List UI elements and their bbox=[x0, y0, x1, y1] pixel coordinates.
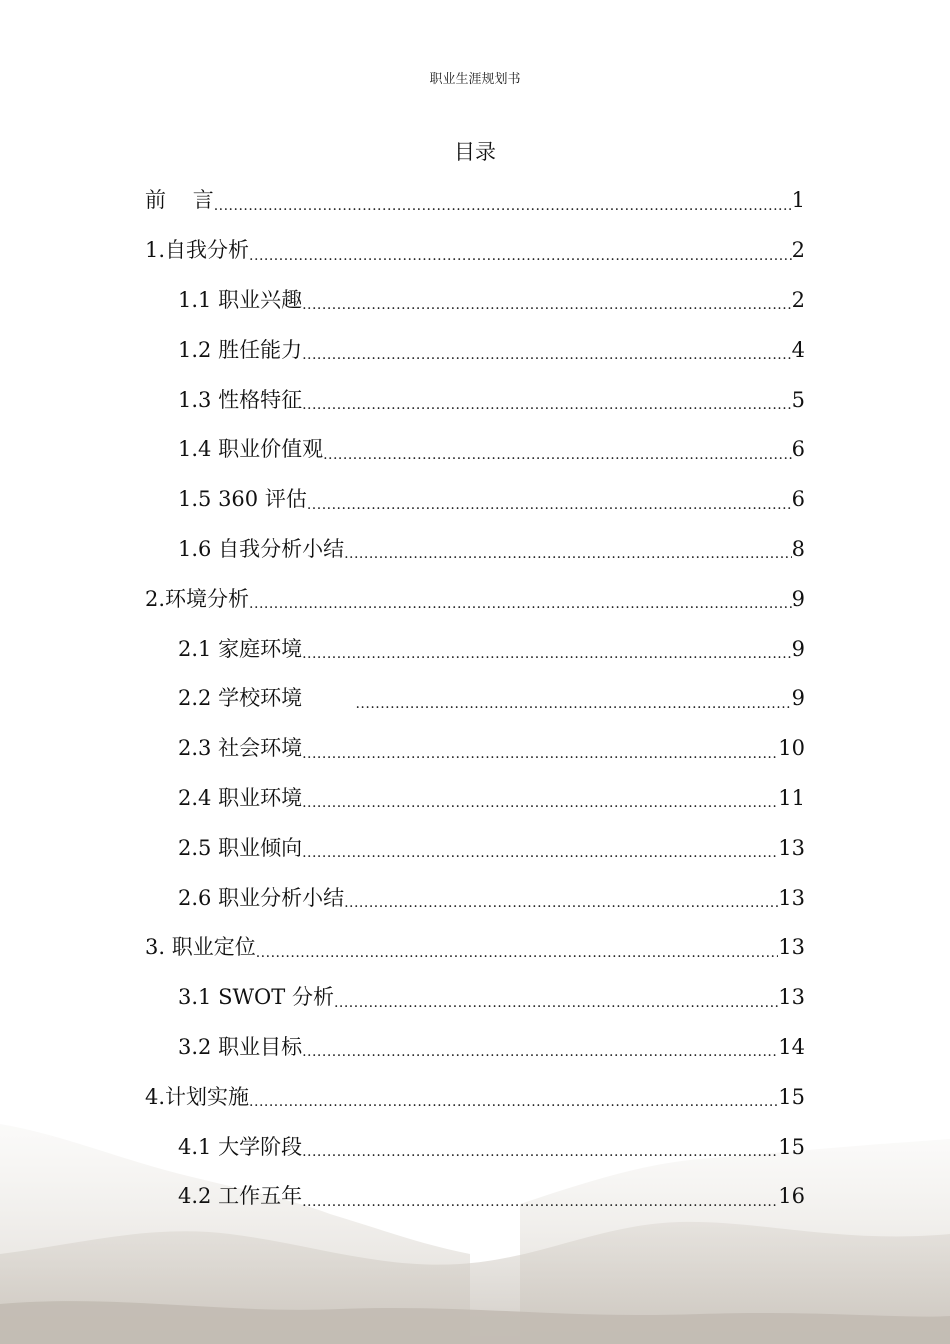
toc-entry[interactable] bbox=[0, 724, 805, 774]
toc-entry-page-number: 9 bbox=[791, 686, 805, 711]
toc-dot-leader bbox=[355, 697, 791, 724]
toc-dot-leader bbox=[302, 747, 778, 774]
toc-entry-page-number: 13 bbox=[778, 985, 805, 1010]
toc-dot-leader bbox=[302, 796, 778, 823]
toc-entry-label: 前 言 bbox=[145, 188, 214, 213]
toc-entry[interactable] bbox=[0, 425, 805, 475]
toc-dot-leader bbox=[249, 1095, 778, 1122]
toc-entry[interactable] bbox=[0, 574, 805, 624]
toc-dot-leader bbox=[302, 348, 792, 375]
toc-entry-label: 4.1 大学阶段 bbox=[178, 1134, 303, 1159]
toc-entry-page-number: 16 bbox=[778, 1184, 805, 1209]
toc-entry-page-number: 13 bbox=[778, 935, 805, 960]
toc-dot-leader bbox=[344, 896, 778, 923]
toc-entry[interactable] bbox=[0, 276, 805, 326]
toc-dot-leader bbox=[302, 647, 792, 674]
toc-entry[interactable] bbox=[0, 1122, 805, 1172]
toc-entry-label: 1.5 360 评估 bbox=[178, 487, 307, 512]
toc-entry-page-number: 11 bbox=[778, 785, 805, 810]
toc-entry[interactable] bbox=[0, 823, 805, 873]
toc-dot-leader bbox=[302, 1145, 778, 1172]
toc-entry[interactable] bbox=[0, 1072, 805, 1122]
toc-entry[interactable] bbox=[0, 973, 805, 1023]
toc-entry-label: 4.计划实施 bbox=[145, 1084, 250, 1109]
toc-entry-label: 4.2 工作五年 bbox=[178, 1184, 303, 1209]
toc-entry-label: 1.2 胜任能力 bbox=[178, 337, 303, 362]
toc-entry-label: 2.环境分析 bbox=[145, 586, 250, 611]
toc-entry-page-number: 9 bbox=[791, 586, 805, 611]
toc-dot-leader bbox=[302, 398, 792, 425]
toc-entry-label: 1.1 职业兴趣 bbox=[178, 287, 303, 312]
toc-dot-leader bbox=[323, 448, 792, 475]
toc-dot-leader bbox=[249, 597, 792, 624]
toc-entry[interactable] bbox=[0, 1172, 805, 1222]
toc-entry-page-number: 15 bbox=[778, 1134, 805, 1159]
toc-entry-label: 3.2 职业目标 bbox=[178, 1034, 303, 1059]
toc-entry-page-number: 15 bbox=[778, 1084, 805, 1109]
toc-entry-label: 1.4 职业价值观 bbox=[178, 437, 324, 462]
toc-entry-page-number: 2 bbox=[791, 238, 805, 263]
toc-entry[interactable] bbox=[0, 375, 805, 425]
toc-entry-label: 3. 职业定位 bbox=[145, 935, 256, 960]
toc-entry-label: 2.4 职业环境 bbox=[178, 785, 303, 810]
toc-entry-page-number: 2 bbox=[791, 287, 805, 312]
toc-entry-page-number: 13 bbox=[778, 835, 805, 860]
toc-entry-page-number: 1 bbox=[791, 188, 805, 213]
toc-entry-label: 1.3 性格特征 bbox=[178, 387, 303, 412]
toc-entry[interactable] bbox=[0, 674, 805, 724]
toc-dot-leader bbox=[307, 498, 792, 525]
toc-dot-leader bbox=[214, 199, 792, 226]
toc-dot-leader bbox=[344, 547, 792, 574]
toc-dot-leader bbox=[256, 946, 779, 973]
toc-entry[interactable] bbox=[0, 325, 805, 375]
toc-entry-page-number: 6 bbox=[791, 487, 805, 512]
toc-entry-label: 2.1 家庭环境 bbox=[178, 636, 303, 661]
toc-entry-page-number: 6 bbox=[791, 437, 805, 462]
table-of-contents bbox=[0, 176, 950, 1222]
toc-entry-page-number: 10 bbox=[778, 736, 805, 761]
toc-entry-label: 2.3 社会环境 bbox=[178, 736, 303, 761]
toc-entry[interactable] bbox=[0, 475, 805, 525]
toc-entry[interactable] bbox=[0, 1023, 805, 1073]
toc-entry[interactable] bbox=[0, 226, 805, 276]
toc-entry[interactable] bbox=[0, 624, 805, 674]
toc-entry-page-number: 4 bbox=[791, 337, 805, 362]
toc-entry[interactable] bbox=[0, 525, 805, 575]
toc-entry-label: 2.6 职业分析小结 bbox=[178, 885, 345, 910]
toc-entry-label: 2.5 职业倾向 bbox=[178, 835, 303, 860]
toc-dot-leader bbox=[249, 249, 792, 276]
toc-entry-page-number: 5 bbox=[791, 387, 805, 412]
toc-entry[interactable] bbox=[0, 873, 805, 923]
toc-entry-page-number: 8 bbox=[791, 536, 805, 561]
toc-dot-leader bbox=[302, 1195, 778, 1222]
toc-dot-leader bbox=[302, 1045, 778, 1072]
toc-entry-page-number: 13 bbox=[778, 885, 805, 910]
toc-dot-leader bbox=[302, 298, 792, 325]
toc-entry-label: 2.2 学校环境 bbox=[178, 686, 356, 711]
toc-entry-label: 1.6 自我分析小结 bbox=[178, 536, 345, 561]
toc-entry[interactable] bbox=[0, 176, 805, 226]
toc-dot-leader bbox=[302, 846, 778, 873]
toc-entry-page-number: 9 bbox=[791, 636, 805, 661]
toc-entry[interactable] bbox=[0, 923, 805, 973]
toc-entry[interactable] bbox=[0, 774, 805, 824]
toc-entry-label: 1.自我分析 bbox=[145, 238, 250, 263]
toc-entry-label: 3.1 SWOT 分析 bbox=[178, 985, 334, 1010]
toc-dot-leader bbox=[334, 996, 778, 1023]
toc-entry-page-number: 14 bbox=[778, 1034, 805, 1059]
toc-title: 目录 bbox=[454, 140, 496, 164]
page-header: 职业生涯规划书 bbox=[429, 72, 521, 87]
